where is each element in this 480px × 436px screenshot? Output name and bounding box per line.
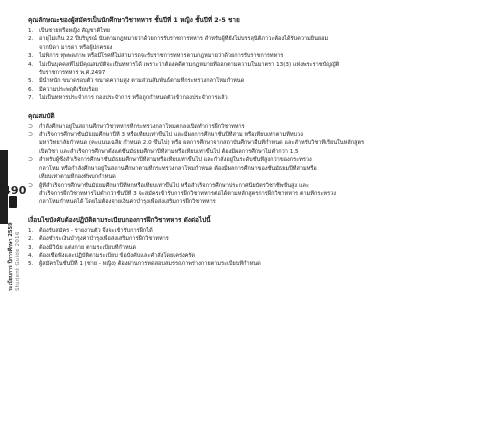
item-text: ต้องรับสมัคร - รายงานตัว จึงจะเข้ารับการฝึกได้ — [39, 227, 153, 234]
item-number: 4. — [28, 252, 34, 259]
list-item — [28, 123, 468, 131]
list-item — [28, 77, 468, 85]
list-item — [28, 244, 468, 252]
item-text: เป็นชายหรือหญิง สัญชาติไทย — [39, 28, 111, 34]
running-title-english: Student Guide 2016 — [15, 231, 21, 291]
item-number: 5. — [28, 78, 34, 85]
list-item — [28, 52, 468, 60]
item-text: มีความประพฤติเรียบร้อย — [39, 86, 99, 93]
list-item — [28, 156, 468, 181]
item-text: มหาวิทยาลัยกำหนด (คะแนนเฉลี่ย กำหนด 2.0 ขึ้นไป) หรือ ผลการศึกษาจากสถาบันศึกษาอื่นที่กำหนด และสำหรับวิชาที่เรียนในหลักสูตร — [39, 140, 365, 147]
list-item — [28, 227, 468, 235]
item-text: ไม่เป็นทหารประจำการ กองประจำการ หรือถูกกำหนดตัวเข้ากองประจำการแล้ว — [39, 95, 228, 102]
item-number: 4. — [28, 61, 34, 68]
item-text: จากบิดา มารดา หรือผู้ปกครอง — [39, 44, 113, 51]
list-item — [28, 260, 468, 268]
item-number: 5. — [28, 261, 34, 268]
running-head — [8, 187, 22, 291]
item-text: ต้องเชื่อฟังและปฏิบัติตามระเบียบ ข้อบังคับและคำสั่งโดยเคร่งครัด — [39, 252, 196, 259]
item-text: ต้องชำระเงินบำรุงค่าบำรุงเพื่อส่งเสริมการฝึกวิชาทหาร — [39, 236, 169, 243]
item-number: 3. — [28, 53, 34, 60]
item-text: เปิดวิชา และสำเร็จการศึกษาตั้งแต่ชั้นมัธยมศึกษาปีที่สามหรือเทียบเท่าขึ้นไป ต้องมีผลการศึกษาไม่ต่ำกว่า 1.5 — [39, 148, 299, 155]
list-item — [28, 252, 468, 260]
item-text: กำลังศึกษาอยู่ในสถานศึกษาวิชาทหารที่กระทรวงกลาโหมตกลงเปิดทำการฝึกวิชาทหาร — [39, 123, 245, 130]
main-content — [28, 16, 468, 269]
item-text: สำเร็จการฝึกวิชาทหารไม่ต่ำกว่าชั้นปีที่ 3 จะสมัครเข้ารับการฝึกวิชาทหารต่อได้ตามหลักสูตรการฝึกวิชาทหาร ตามที่กระทรวง — [39, 190, 336, 197]
item-text: ต้องมีวินัย แต่งกาย ตามระเบียบที่กำหนด — [39, 244, 137, 251]
item-number: 2. — [28, 236, 34, 243]
list-item — [28, 235, 468, 243]
arrow-bullet-icon: ⊃ — [28, 131, 34, 139]
list-item — [28, 182, 468, 207]
item-text: อายุไม่เกิน 22 ปีบริบูรณ์ นับตามกฎหมายว่าด้วยการรับราชการทหาร สำหรับผู้ที่ยังไม่บรรลุนิติภาวะต้องได้รับความยินยอม — [39, 36, 329, 43]
item-number: 1. — [28, 28, 34, 34]
item-number: 2. — [28, 36, 34, 43]
list-item — [28, 27, 468, 35]
list-item — [28, 94, 468, 102]
list-item — [28, 131, 468, 156]
list-item — [28, 86, 468, 94]
item-number: 3. — [28, 244, 34, 251]
item-number: 7. — [28, 95, 34, 102]
item-number: 1. — [28, 227, 34, 234]
list-item — [28, 61, 468, 78]
item-text: รับราชการทหาร พ.ศ.2497 — [39, 70, 106, 77]
item-text: ไม่เป็นบุคคลที่ไม่มีคุณสมบัติจะเป็นทหารได้ เพราะว่าต้องคดีตามกฎหมายที่ออกตามความในมาตรา 13(3) แห่งพระราชบัญญัติ — [39, 61, 340, 68]
item-text: กลาโหม หรือกำลังศึกษาอยู่ในสถานศึกษาตามที่กระทรวงกลาโหมกำหนด ต้องมีผลการศึกษาของชั้นมัธยมปีที่สามหรือ — [39, 165, 317, 172]
education-heading: คุณสมบัติ — [28, 111, 55, 120]
list-item — [28, 35, 468, 52]
running-title-thai: ระเบียบการ ปีการศึกษา 2559 — [8, 222, 14, 291]
page-number: 490 — [3, 184, 27, 197]
item-number: 6. — [28, 86, 34, 93]
arrow-bullet-icon: ⊃ — [28, 181, 34, 189]
item-text: ผู้ที่สำเร็จการศึกษาชั้นมัธยมศึกษาปีที่หกหรือเทียบเท่าขึ้นไป หรือสำเร็จการศึกษาประกาศนียบัตรวิชาชีพขั้นสูง และ — [39, 182, 309, 189]
item-text: สำเร็จการศึกษาชั้นมัธยมศึกษาปีที่ 3 หรือเทียบเท่าขึ้นไป และมีผลการศึกษาชั้นปีที่สาม หรือเทียบเท่าตามที่ทบวง — [39, 132, 303, 139]
conditions-heading: เงื่อนไขบังคับต้องปฏิบัติตามระเบียบกองการฝึกวิชาทหาร ดังต่อไปนี้ — [28, 215, 211, 224]
arrow-bullet-icon: ⊃ — [28, 156, 34, 164]
qualifications-heading: คุณลักษณะของผู้สมัครเป็นนักศึกษาวิชาทหาร ชั้นปีที่ 1 หญิง ชั้นปีที่ 2-5 ชาย — [28, 16, 240, 24]
item-text: ไม่พิการ ทุพพลภาพ หรือมีโรคที่ไม่สามารถจะรับราชการทหารตามกฎหมายว่าด้วยการรับราชการทหาร — [39, 53, 284, 60]
item-text: สำหรับผู้ซึ่งสำเร็จการศึกษาชั้นมัธยมศึกษาปีที่สามหรือเทียบเท่าขึ้นไป และกำลังอยู่ในระดับชั้นที่สูงกว่าของกระทรวง — [39, 157, 312, 164]
item-text: มีน้ำหนัก ขนาดรอบตัว ขนาดความสูง ตามส่วนสัมพันธ์ตามที่กระทรวงกลาโหมกำหนด — [39, 78, 245, 85]
arrow-bullet-icon: ⊃ — [28, 122, 34, 130]
item-text: เทียบเท่าตามที่กองทัพบกกำหนด — [39, 174, 116, 181]
item-text: กลาโหมกำหนดได้ โดยไม่ต้องจ่ายเงินค่าบำรุงเพื่อส่งเสริมการฝึกวิชาทหาร — [39, 199, 216, 206]
item-text: ผู้สมัครในชั้นปีที่ 1 (ชาย - หญิง) ต้องผ่านการทดสอบสมรรถภาพร่างกายตามระเบียบที่กำหนด — [39, 261, 261, 268]
